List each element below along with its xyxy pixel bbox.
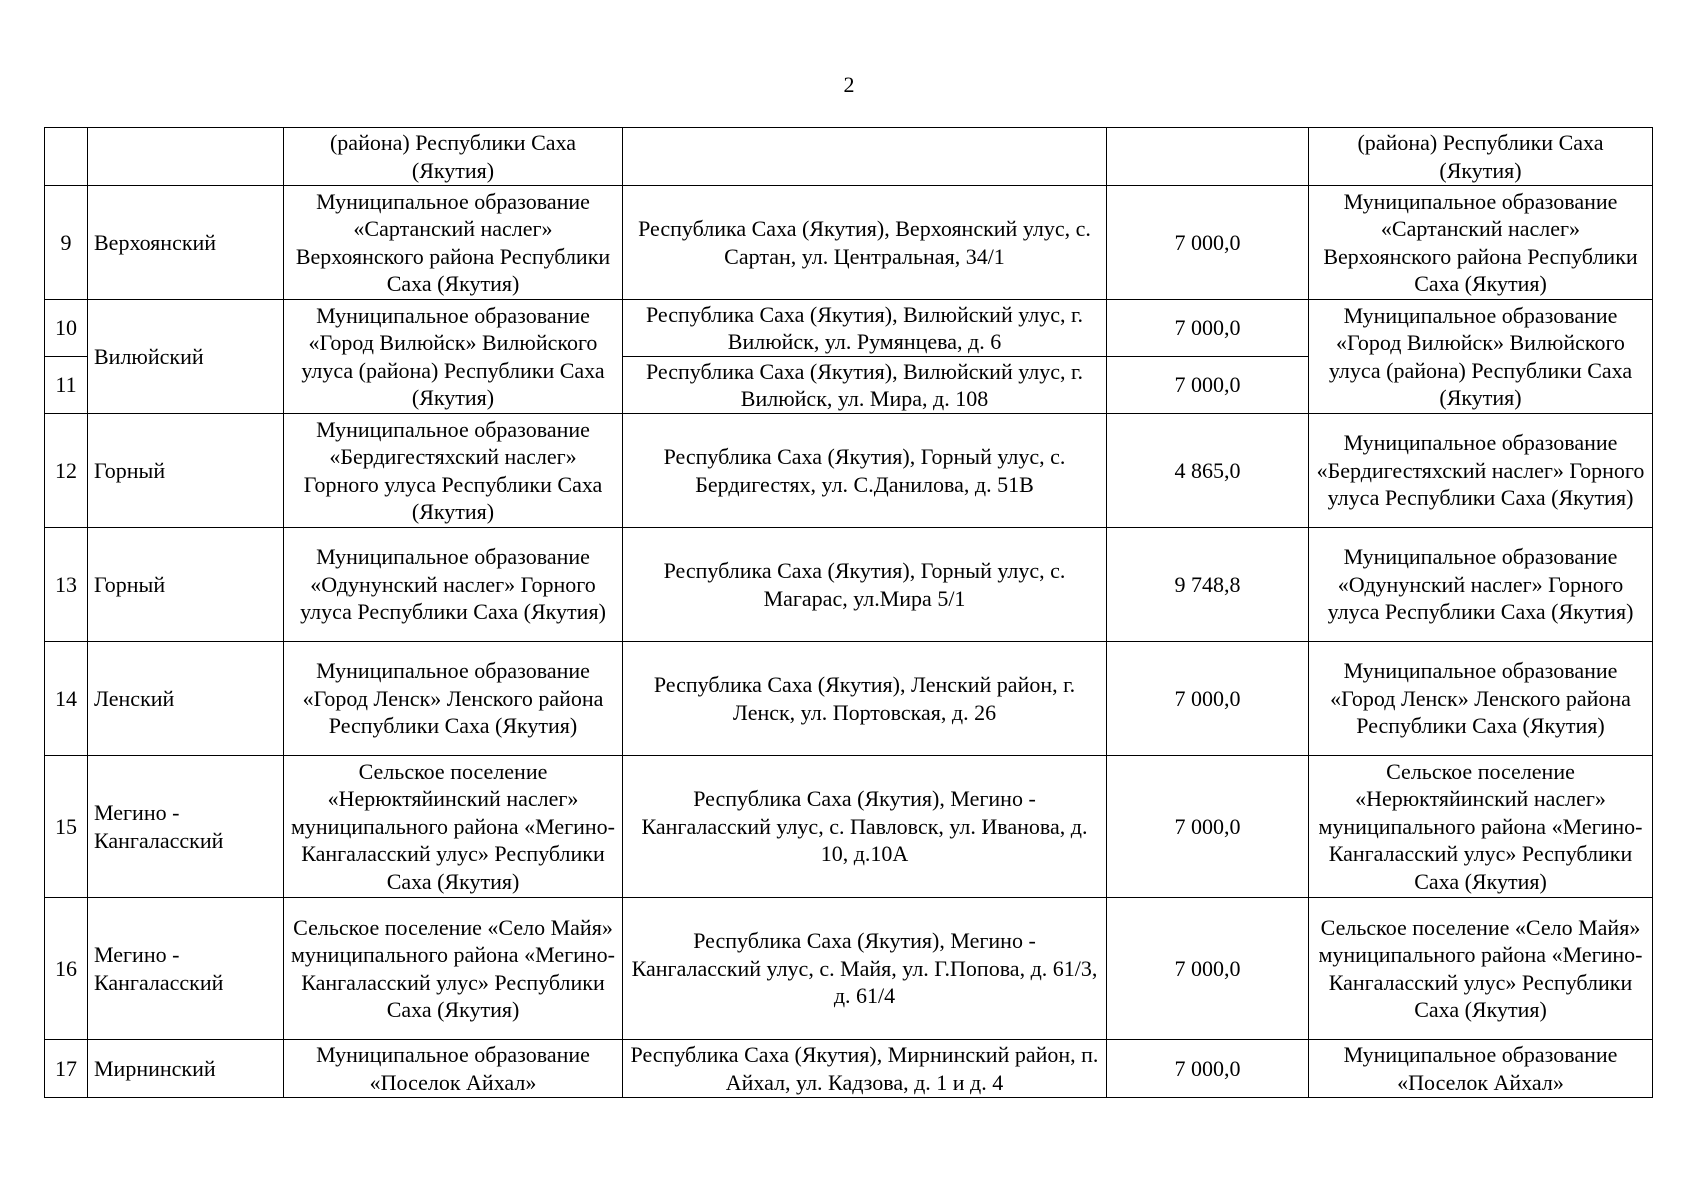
district-cell: Горный: [88, 414, 284, 528]
table-row: [45, 642, 1653, 756]
amount-cell: 4 865,0: [1107, 414, 1309, 528]
table-row: [45, 1040, 1653, 1098]
recipient-cell: Муниципальное образование «Поселок Айхал»: [1309, 1040, 1653, 1098]
amount-cell: 9 748,8: [1107, 528, 1309, 642]
page-number: 2: [843, 72, 855, 97]
address-cell: Республика Саха (Якутия), Мегино - Кангаласский улус, с. Майя, ул. Г.Попова, д. 61/3, д. 61/4: [623, 898, 1107, 1040]
amount-cell: 7 000,0: [1107, 898, 1309, 1040]
address-cell: Республика Саха (Якутия), Горный улус, с. Магарас, ул.Мира 5/1: [623, 528, 1107, 642]
municipality-cell: Муниципальное образование «Одунунский наслег» Горного улуса Республики Саха (Якутия): [284, 528, 623, 642]
district-cell: [88, 128, 284, 186]
table-row: [45, 756, 1653, 898]
municipality-cell: Муниципальное образование «Город Вилюйск» Вилюйского улуса (района) Республики Саха (Якутия): [284, 300, 623, 414]
recipient-cell: Сельское поселение «Нерюктяйинский наслег» муниципального района «Мегино-Кангаласский улус» Республики Саха (Якутия): [1309, 756, 1653, 898]
amount-cell: 7 000,0: [1107, 756, 1309, 898]
row-number-cell: 10: [45, 300, 88, 357]
amount-cell: 7 000,0: [1107, 300, 1309, 357]
row-number-cell: 11: [45, 357, 88, 414]
table-row: [45, 528, 1653, 642]
recipient-cell: Муниципальное образование «Одунунский наслег» Горного улуса Республики Саха (Якутия): [1309, 528, 1653, 642]
amount-cell: [1107, 128, 1309, 186]
municipality-cell: Муниципальное образование «Бердигестяхский наслег» Горного улуса Республики Саха (Якутия): [284, 414, 623, 528]
district-cell: Мирнинский: [88, 1040, 284, 1098]
amount-cell: 7 000,0: [1107, 1040, 1309, 1098]
amount-cell: 7 000,0: [1107, 642, 1309, 756]
district-cell: Мегино - Кангаласский: [88, 898, 284, 1040]
row-number-cell: 9: [45, 186, 88, 300]
address-cell: Республика Саха (Якутия), Вилюйский улус, г. Вилюйск, ул. Мира, д. 108: [623, 357, 1107, 414]
municipality-cell: (района) Республики Саха (Якутия): [284, 128, 623, 186]
table-row: [45, 898, 1653, 1040]
district-cell: Вилюйский: [88, 300, 284, 414]
row-number-cell: 16: [45, 898, 88, 1040]
address-cell: Республика Саха (Якутия), Ленский район, г. Ленск, ул. Портовская, д. 26: [623, 642, 1107, 756]
recipient-cell: Сельское поселение «Село Майя» муниципального района «Мегино- Кангаласский улус» Республики Саха (Якутия): [1309, 898, 1653, 1040]
address-cell: Республика Саха (Якутия), Горный улус, с. Бердигестях, ул. С.Данилова, д. 51В: [623, 414, 1107, 528]
address-cell: Республика Саха (Якутия), Мирнинский район, п. Айхал, ул. Кадзова, д. 1 и д. 4: [623, 1040, 1107, 1098]
address-cell: [623, 128, 1107, 186]
recipient-cell: Муниципальное образование «Сартанский наслег» Верхоянского района Республики Саха (Якутия): [1309, 186, 1653, 300]
municipality-cell: Сельское поселение «Нерюктяйинский наслег» муниципального района «Мегино-Кангаласский улус» Республики Саха (Якутия): [284, 756, 623, 898]
address-cell: Республика Саха (Якутия), Вилюйский улус, г. Вилюйск, ул. Румянцева, д. 6: [623, 300, 1107, 357]
municipality-cell: Муниципальное образование «Поселок Айхал»: [284, 1040, 623, 1098]
address-cell: Республика Саха (Якутия), Верхоянский улус, с. Сартан, ул. Центральная, 34/1: [623, 186, 1107, 300]
recipient-cell: Муниципальное образование «Город Ленск» Ленского района Республики Саха (Якутия): [1309, 642, 1653, 756]
district-cell: Ленский: [88, 642, 284, 756]
row-number-cell: 12: [45, 414, 88, 528]
table-row: [45, 186, 1653, 300]
municipality-cell: Муниципальное образование «Город Ленск» Ленского района Республики Саха (Якутия): [284, 642, 623, 756]
row-number-cell: 13: [45, 528, 88, 642]
table-row: [45, 128, 1653, 186]
municipality-cell: Муниципальное образование «Сартанский наслег» Верхоянского района Республики Саха (Якутия): [284, 186, 623, 300]
row-number-cell: 15: [45, 756, 88, 898]
recipient-cell: Муниципальное образование «Город Вилюйск» Вилюйского улуса (района) Республики Саха (Якутия): [1309, 300, 1653, 414]
amount-cell: 7 000,0: [1107, 186, 1309, 300]
amount-cell: 7 000,0: [1107, 357, 1309, 414]
district-cell: Верхоянский: [88, 186, 284, 300]
district-cell: Горный: [88, 528, 284, 642]
row-number-cell: [45, 128, 88, 186]
row-number-cell: 14: [45, 642, 88, 756]
municipality-cell: Сельское поселение «Село Майя» муниципального района «Мегино- Кангаласский улус» Республики Саха (Якутия): [284, 898, 623, 1040]
table-row: [45, 414, 1653, 528]
table-row: [45, 300, 1653, 357]
recipient-cell: (района) Республики Саха (Якутия): [1309, 128, 1653, 186]
allocation-table: [44, 127, 1653, 1098]
address-cell: Республика Саха (Якутия), Мегино - Кангаласский улус, с. Павловск, ул. Иванова, д. 10, д.10А: [623, 756, 1107, 898]
recipient-cell: Муниципальное образование «Бердигестяхский наслег» Горного улуса Республики Саха (Якутия): [1309, 414, 1653, 528]
district-cell: Мегино - Кангаласский: [88, 756, 284, 898]
row-number-cell: 17: [45, 1040, 88, 1098]
